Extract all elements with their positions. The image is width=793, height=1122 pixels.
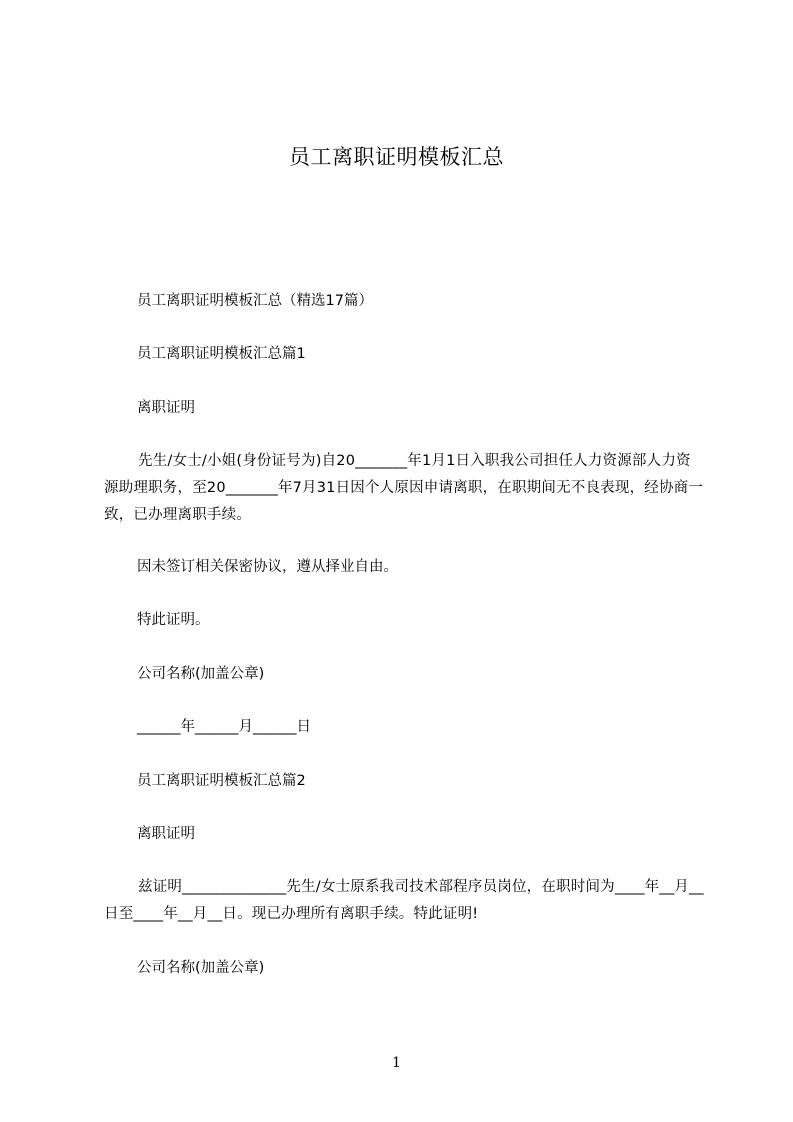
document-title: 员工离职证明模板汇总 (289, 145, 504, 169)
section2-body: 兹证明______________先生/女士原系我司技术部程序员岗位，在职时间为____年__月__日至____年__月__日。现已办理所有离职手续。特此证明! (104, 879, 704, 922)
section1-company: 公司名称(加盖公章) (137, 666, 265, 682)
section1-closing: 特此证明。 (137, 612, 210, 628)
section1-heading: 员工离职证明模板汇总篇1 (137, 346, 306, 362)
section1-body: 先生/女士/小姐(身份证号为)自20_______年1月1日入职我公司担任人力资源部人力资源助理职务，至20_______年7月31日因个人原因申请离职，在职期间无不良表现，经协商一致，已办理离职手续。 (104, 453, 704, 523)
section1-cert-title: 离职证明 (137, 400, 195, 416)
section1-confidentiality: 因未签订相关保密协议，遵从择业自由。 (137, 559, 398, 575)
section2-cert-title: 离职证明 (137, 826, 195, 842)
section2-company: 公司名称(加盖公章) (137, 960, 265, 976)
page-number: 1 (392, 1055, 401, 1071)
document-subtitle: 员工离职证明模板汇总（精选17篇） (137, 293, 373, 309)
section1-date-line: ______年______月______日 (137, 719, 311, 735)
section2-heading: 员工离职证明模板汇总篇2 (137, 773, 306, 789)
